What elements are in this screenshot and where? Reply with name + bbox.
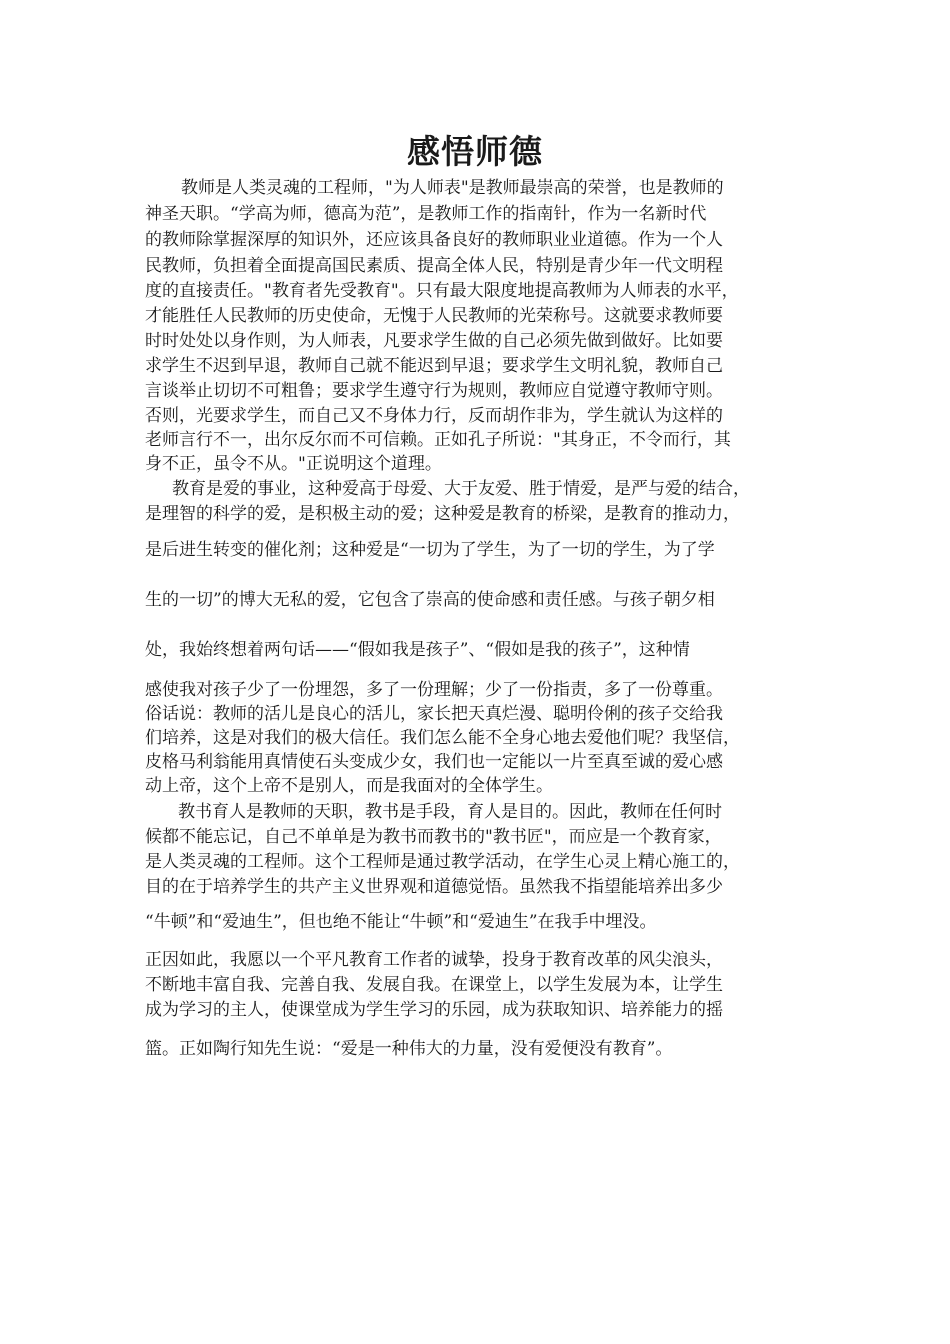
text-line: 教育是爱的事业，这种爱高于母爱、大于友爱、胜于情爱，是严与爱的结合， [172,479,750,499]
text-line: 正因如此，我愿以一个平凡教育工作者的诚挚，投身于教育改革的风尖浪头， [145,950,723,970]
text-line: “牛顿”和“爱迪生”，但也绝不能让“牛顿”和“爱迪生”在我手中埋没。 [145,912,657,932]
text-line: 言谈举止切切不可粗鲁；要求学生遵守行为规则，教师应自觉遵守教师守则。 [145,381,723,401]
text-line: 是人类灵魂的工程师。这个工程师是通过教学活动，在学生心灵上精心施工的， [145,852,740,872]
text-line: 民教师，负担着全面提高国民素质、提高全体人民，特别是青少年一代文明程 [145,256,723,276]
text-line: 老师言行不一，出尔反尔而不可信赖。正如孔子所说："其身正，不令而行，其 [145,430,731,450]
text-line: 是理智的科学的爱，是积极主动的爱；这种爱是教育的桥梁，是教育的推动力， [145,504,740,524]
document-title: 感悟师德 [407,132,543,171]
text-line: 时时处处以身作则，为人师表，凡要求学生做的自己必须先做到做好。比如要 [145,331,723,351]
text-line: 成为学习的主人，使课堂成为学生学习的乐园，成为获取知识、培养能力的摇 [145,1000,723,1020]
text-line: 动上帝，这个上帝不是别人，而是我面对的全体学生。 [145,776,553,796]
text-line: 教师是人类灵魂的工程师，"为人师表"是教师最崇高的荣誉，也是教师的 [181,178,724,198]
text-line: 候都不能忘记，自己不单单是为教书而教书的"教书匠"，而应是一个教育家， [145,827,722,847]
text-line: 否则，光要求学生，而自己又不身体力行，反而胡作非为，学生就认为这样的 [145,406,723,426]
text-line: 神圣天职。“学高为师，德高为范”，是教师工作的指南针，作为一名新时代 [145,204,707,224]
text-line: 度的直接责任。"教育者先受教育"。只有最大限度地提高教师为人师表的水平， [145,281,739,301]
text-line: 教书育人是教师的天职，教书是手段，育人是目的。因此，教师在任何时 [178,802,722,822]
text-line: 俗话说：教师的活儿是良心的活儿，家长把天真烂漫、聪明伶俐的孩子交给我 [145,704,723,724]
text-line: 身不正，虽令不从。"正说明这个道理。 [145,454,442,474]
text-line: 求学生不迟到早退，教师自己就不能迟到早退；要求学生文明礼貌，教师自己 [145,356,723,376]
text-line: 篮。正如陶行知先生说：“爱是一种伟大的力量，没有爱便没有教育”。 [145,1039,673,1059]
text-line: 不断地丰富自我、完善自我、发展自我。在课堂上，以学生发展为本，让学生 [145,975,723,995]
text-line: 目的在于培养学生的共产主义世界观和道德觉悟。虽然我不指望能培养出多少 [145,877,723,897]
text-line: 是后进生转变的催化剂；这种爱是“一切为了学生，为了一切的学生，为了学 [145,540,715,560]
text-line: 感使我对孩子少了一份埋怨，多了一份理解；少了一份指责，多了一份尊重。 [145,680,723,700]
text-line: 处，我始终想着两句话——“假如我是孩子”、“假如是我的孩子”，这种情 [145,640,690,660]
text-line: 生的一切”的博大无私的爱，它包含了崇高的使命感和责任感。与孩子朝夕相 [145,590,715,610]
text-line: 的教师除掌握深厚的知识外，还应该具备良好的教师职业业道德。作为一个人 [145,230,723,250]
text-line: 才能胜任人民教师的历史使命，无愧于人民教师的光荣称号。这就要求教师要 [145,306,723,326]
text-line: 们培养，这是对我们的极大信任。我们怎么能不全身心地去爱他们呢？我坚信， [145,728,740,748]
text-line: 皮格马利翁能用真情使石头变成少女，我们也一定能以一片至真至诚的爱心感 [145,752,723,772]
